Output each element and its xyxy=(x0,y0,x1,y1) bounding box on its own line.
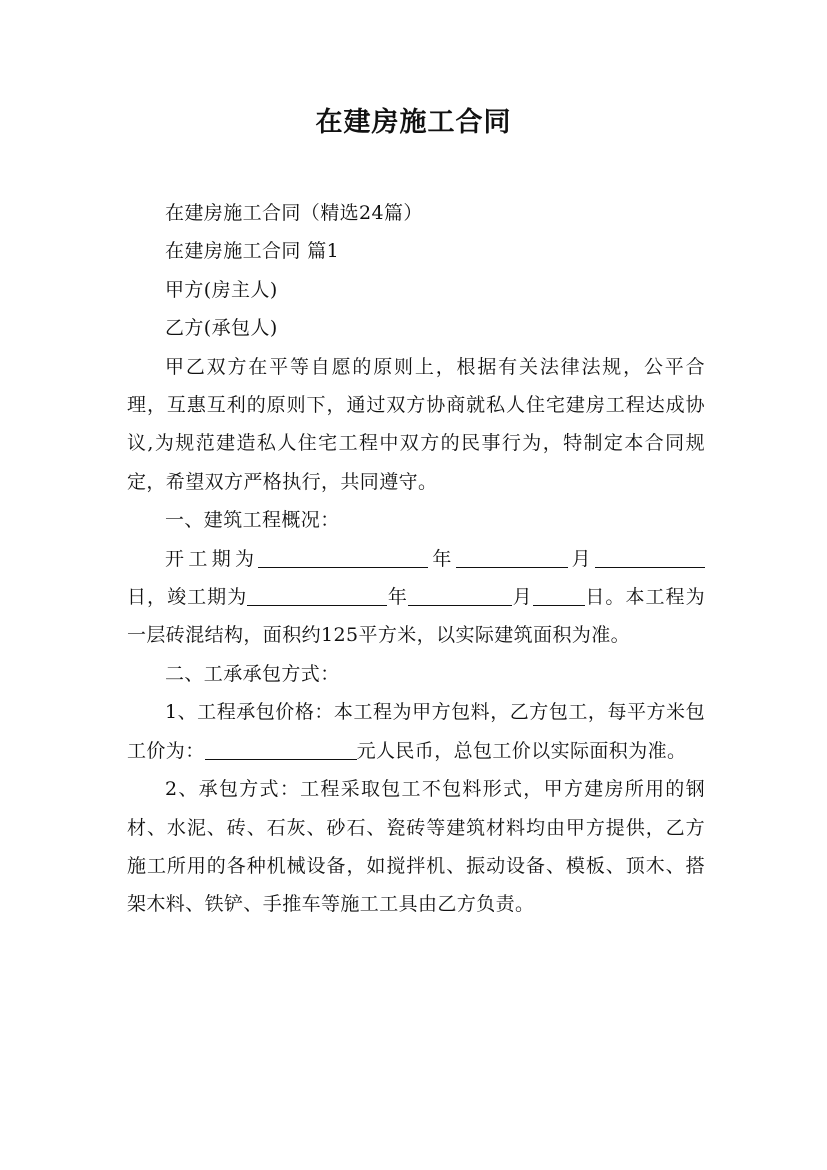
clause-1-paragraph xyxy=(127,540,705,655)
clause-2-heading: 二、工承承包方式： xyxy=(165,662,340,685)
start-day-unit: 日， xyxy=(127,586,168,609)
intro-paragraph: 甲乙双方在平等自愿的原则上，根据有关法律法规，公平合理，互惠互利的原则下，通过双方协商就私人住宅建房工程达成协议,为规范建造私人住宅工程中双方的民事行为，特制定本合同规定，希望双方严格执行，共同遵守。 xyxy=(127,355,705,493)
clause-1-heading: 一、建筑工程概况： xyxy=(165,509,340,532)
party-b-line: 乙方(承包人) xyxy=(165,317,278,340)
end-month-unit: 月 xyxy=(511,586,533,609)
start-month-blank xyxy=(456,547,568,568)
end-month-blank xyxy=(408,585,512,606)
clause-2-1-paragraph xyxy=(127,693,705,770)
price-suffix: 元人民币，总包工价以实际面积为准。 xyxy=(356,739,687,762)
document-body xyxy=(127,194,705,924)
start-year-blank xyxy=(258,547,428,568)
clause-2-2-paragraph: 2、承包方式：工程采取包工不包料形式，甲方建房所用的钢材、水泥、砖、石灰、砂石、瓷砖等建筑材料均由甲方提供，乙方施工所用的各种机械设备，如搅拌机、振动设备、模板、顶木、搭架木料、铁铲、手推车等施工工具由乙方负责。 xyxy=(127,778,705,916)
start-year-unit: 年 xyxy=(428,547,456,570)
end-year-blank xyxy=(247,585,387,606)
price-text: 1、工程承包价格：本工程为甲方包料，乙方包工，每平方米包工价为： xyxy=(127,701,705,762)
start-date-label: 开工期为 xyxy=(165,547,259,570)
end-year-unit: 年 xyxy=(387,586,408,609)
end-date-label: 竣工期为 xyxy=(167,586,248,609)
end-day-blank xyxy=(533,585,585,606)
start-day-blank xyxy=(595,547,705,568)
section-heading: 在建房施工合同 篇1 xyxy=(165,240,340,263)
end-day-unit: 日。 xyxy=(584,586,626,609)
project-description: 本工程为一层砖混结构，面积约125平方米，以实际建筑面积为准。 xyxy=(127,586,705,647)
document-subtitle: 在建房施工合同（精选24篇） xyxy=(165,202,423,224)
party-a-line: 甲方(房主人) xyxy=(165,278,278,301)
price-blank xyxy=(205,739,357,760)
document-title: 在建房施工合同 xyxy=(315,107,512,138)
start-month-unit: 月 xyxy=(567,547,595,570)
